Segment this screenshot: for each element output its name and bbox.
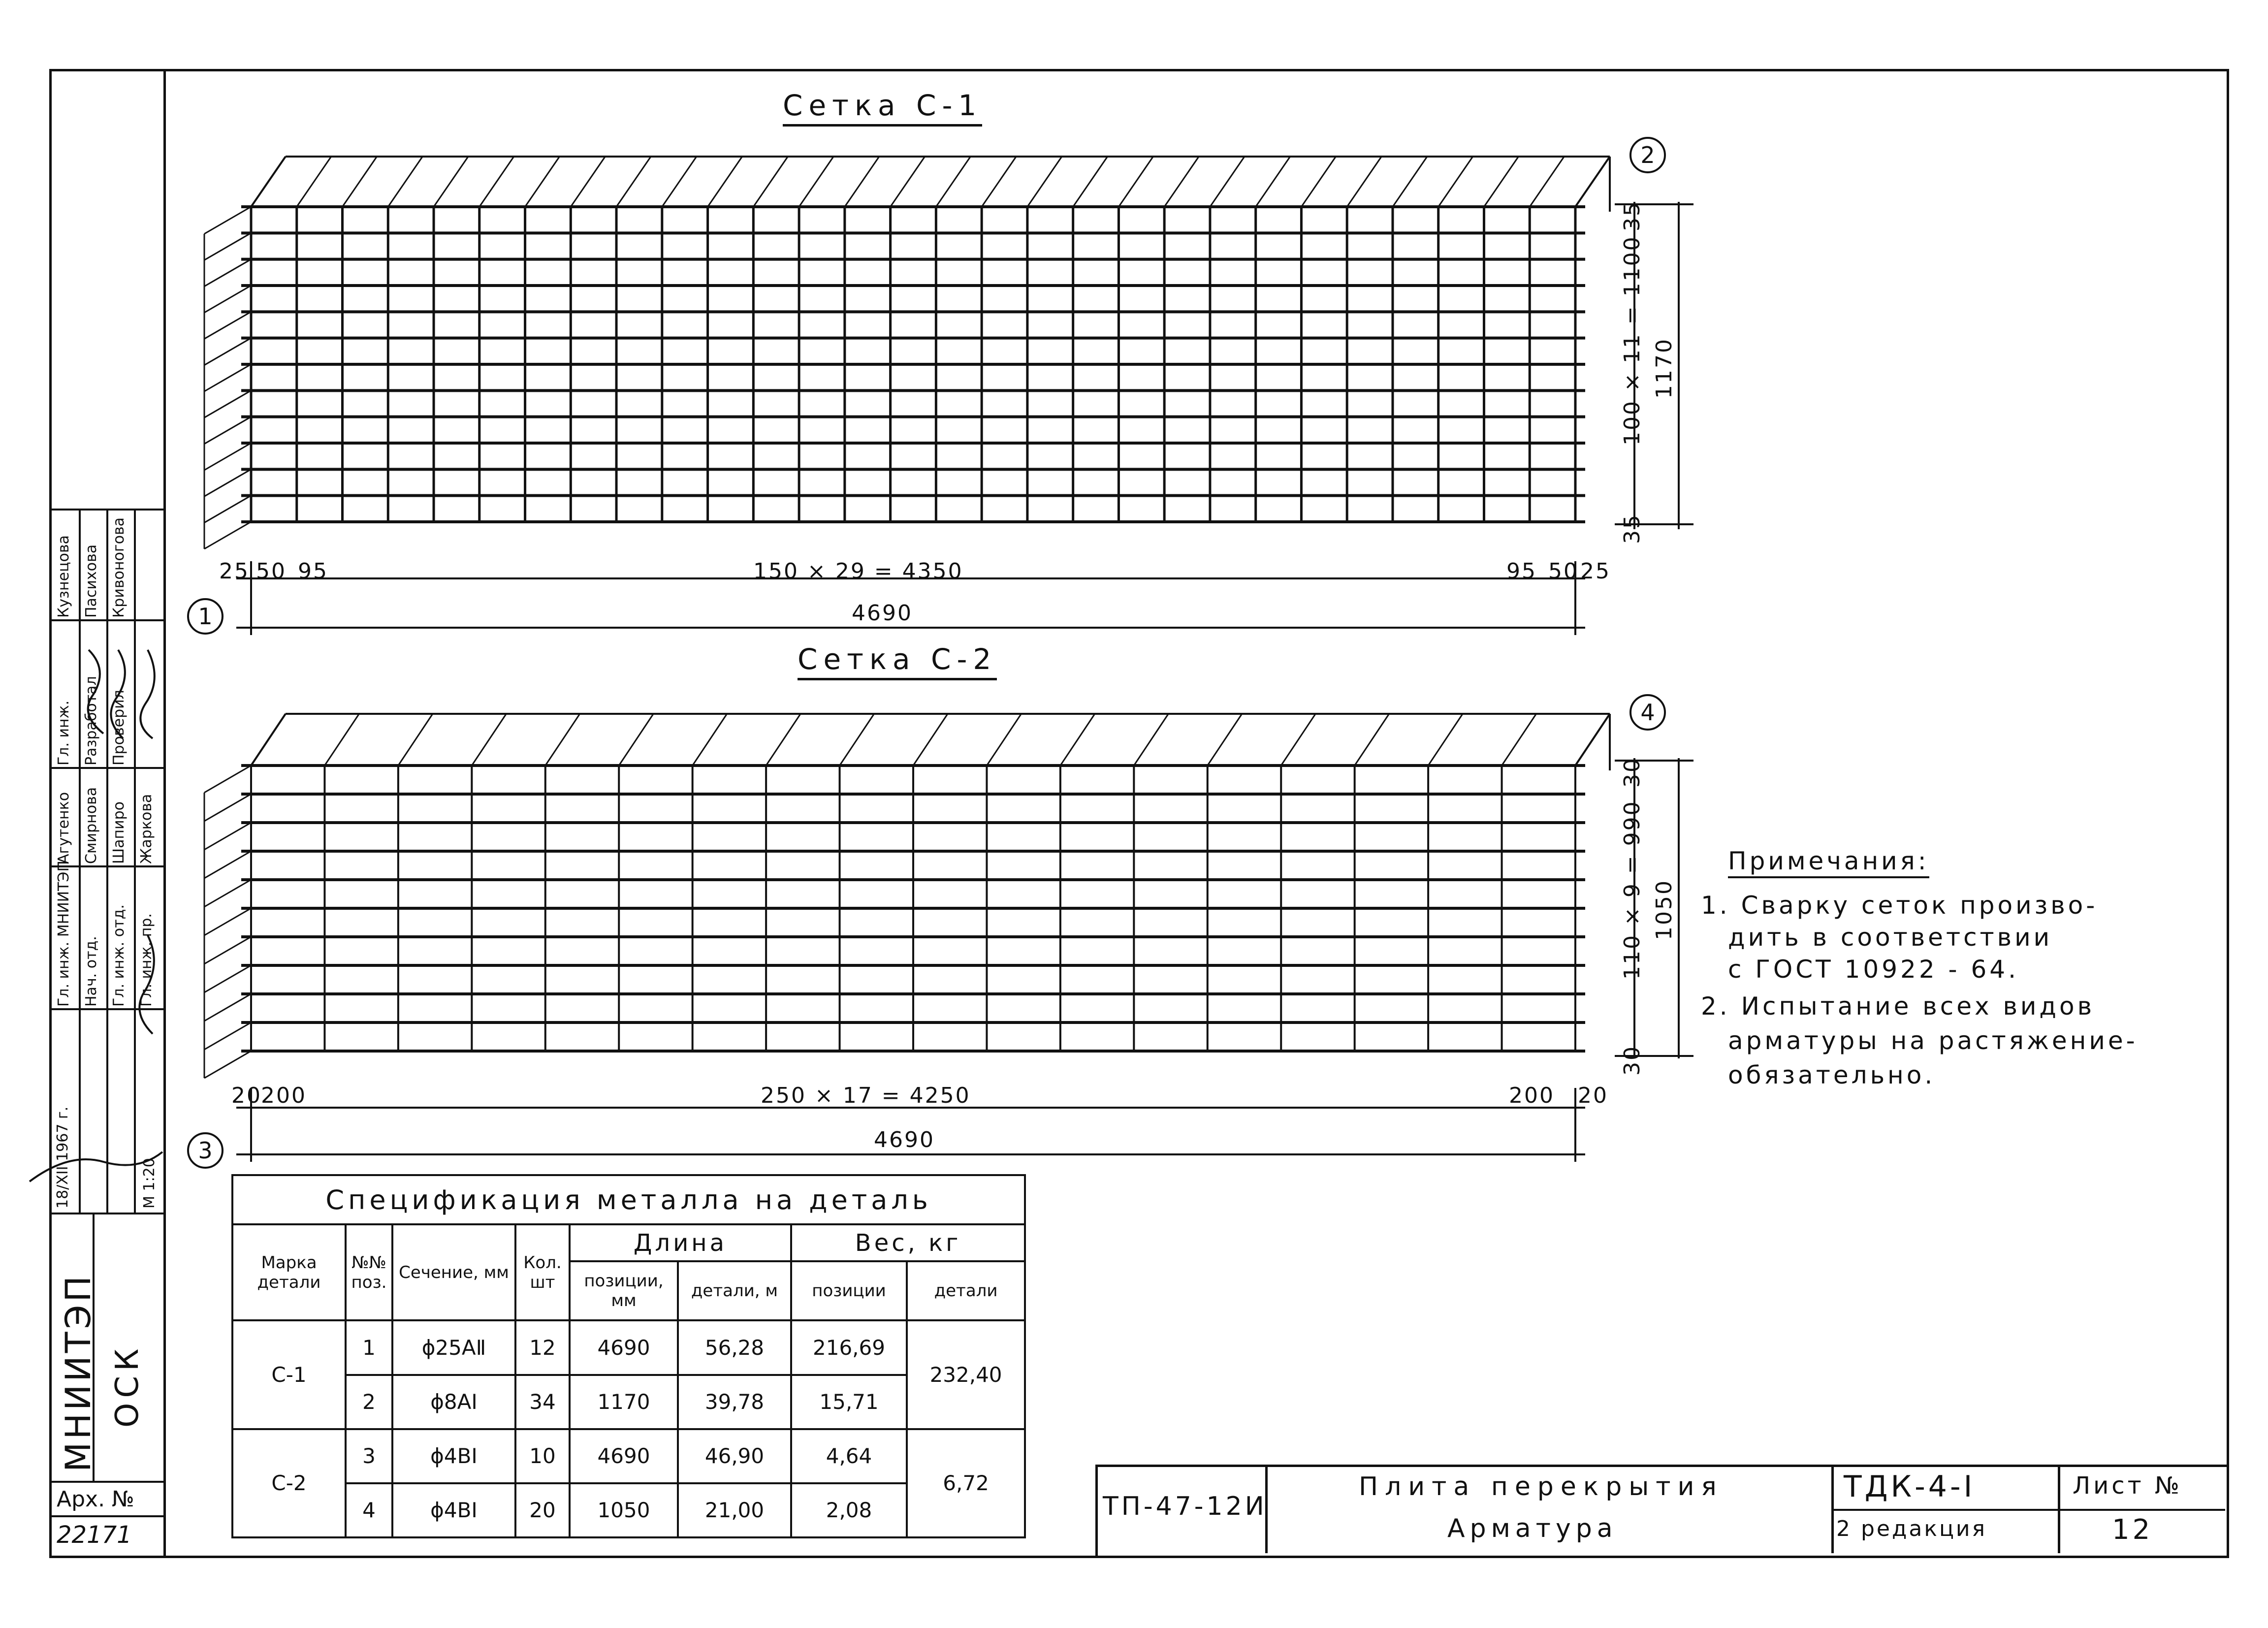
mesh-bar-perspective — [545, 714, 580, 766]
mesh-bar-perspective — [472, 714, 506, 766]
mesh-bar-perspective — [1428, 714, 1463, 766]
mesh-bar-perspective — [434, 157, 468, 207]
mesh-bar-perspective — [1027, 157, 1062, 207]
notes-line-2: дить в соответствии — [1728, 923, 2053, 952]
mesh-c1-dim-left-c: 95 — [298, 559, 328, 584]
mesh-bar-end — [204, 390, 251, 417]
mesh-bar-perspective — [913, 714, 948, 766]
spec-header-weight-pos: позиции — [791, 1261, 907, 1320]
mesh-c1-dim-v-total: 1170 — [1652, 338, 1677, 399]
spec-cell-mark: С-1 — [232, 1320, 346, 1429]
spec-cell-len-pos: 4690 — [570, 1429, 678, 1483]
mesh-bar-perspective — [840, 714, 874, 766]
mesh-bar-perspective — [324, 714, 359, 766]
spec-cell-len-pos: 1050 — [570, 1483, 678, 1537]
spec-cell-w-det: 6,72 — [907, 1429, 1025, 1537]
mesh-c2-title: Сетка С-2 — [798, 642, 997, 680]
mesh-bar-end — [204, 233, 251, 260]
spec-cell-w-pos: 4,64 — [791, 1429, 907, 1483]
side-stamp-dept: ОСК — [109, 1343, 146, 1428]
spec-header-pos: №№ поз. — [346, 1224, 392, 1320]
mesh-c2-dim-v-top: 30 — [1620, 757, 1645, 788]
spec-cell-qty: 34 — [515, 1375, 570, 1429]
spec-cell-len-det: 46,90 — [678, 1429, 791, 1483]
mesh-c2-dim-left-b: 200 — [261, 1083, 307, 1108]
mesh-bar-end — [204, 286, 251, 313]
mesh-c2-dim-total: 4690 — [874, 1127, 935, 1152]
mesh-bar-perspective — [753, 157, 788, 207]
notes-heading: Примечания: — [1728, 847, 1929, 878]
mesh-bar-perspective — [1502, 714, 1536, 766]
mesh-bar-end — [204, 207, 251, 234]
mesh-bar-end — [204, 364, 251, 391]
mesh-bar-perspective — [766, 714, 800, 766]
spec-header-length-pos: позиции, мм — [570, 1261, 678, 1320]
mesh-bar-end — [204, 1022, 251, 1050]
spec-cell-qty: 10 — [515, 1429, 570, 1483]
mesh-bar-perspective — [297, 157, 331, 207]
side-stamp-name-7: Кривоногова — [110, 517, 128, 618]
mesh-bar-perspective — [1281, 714, 1315, 766]
side-stamp-role-6: Разработал — [83, 676, 100, 766]
mesh-bar-end — [204, 766, 251, 793]
mesh-c1-dim-middle: 150 × 29 = 4350 — [753, 559, 963, 584]
spec-cell-pos: 3 — [346, 1429, 392, 1483]
mesh-c1-drawing — [0, 0, 2268, 665]
spec-cell-w-pos: 216,69 — [791, 1320, 907, 1374]
mesh-bar-end — [204, 1051, 251, 1078]
mesh-bar-end — [204, 937, 251, 964]
mesh-bar-perspective — [982, 157, 1016, 207]
mesh-bar-perspective — [891, 157, 925, 207]
mesh-bar-perspective — [525, 157, 560, 207]
mesh-bar-perspective — [1060, 714, 1095, 766]
spec-cell-w-det: 232,40 — [907, 1320, 1025, 1429]
side-stamp-date: 18/XII 1967 г. — [54, 1106, 71, 1209]
spec-table — [231, 1174, 1026, 1538]
spec-header-length-det: детали, м — [678, 1261, 791, 1320]
mesh-bar-perspective — [479, 157, 514, 207]
mesh-c2-dim-v-total: 1050 — [1652, 879, 1677, 940]
side-stamp-name-1: Агутенко — [55, 792, 72, 864]
spec-header-weight-det: детали — [907, 1261, 1025, 1320]
mesh-c1-title: Сетка С-1 — [783, 89, 982, 127]
table-row — [232, 1375, 1025, 1429]
mesh-bar-perspective — [1393, 157, 1427, 207]
mesh-bar-perspective — [251, 714, 286, 766]
mesh-bar-perspective — [1301, 157, 1336, 207]
mesh-bar-perspective — [571, 157, 605, 207]
spec-cell-pos: 2 — [346, 1375, 392, 1429]
mesh-bar-end — [204, 851, 251, 878]
mesh-bar-perspective — [1208, 714, 1242, 766]
mesh-bar-perspective — [662, 157, 697, 207]
mesh-bar-perspective — [1134, 714, 1168, 766]
mesh-bar-end — [204, 522, 251, 549]
mesh-bar-perspective — [616, 157, 651, 207]
side-stamp-name-5: Кузнецова — [55, 535, 72, 618]
spec-cell-pos: 1 — [346, 1320, 392, 1374]
notes-line-6: обязательно. — [1728, 1061, 1936, 1089]
mesh-c1-marker-1: 1 — [187, 598, 224, 635]
notes-line-1: 1. Сварку сеток произво- — [1701, 891, 2098, 920]
title-block-sheet-no: 12 — [2112, 1514, 2153, 1546]
mesh-bar-end — [204, 496, 251, 523]
mesh-bar-perspective — [388, 157, 422, 207]
mesh-bar-end — [204, 312, 251, 339]
mesh-bar-perspective — [1575, 714, 1610, 766]
title-block-sheet-label: Лист № — [2073, 1472, 2182, 1500]
mesh-bar-end — [204, 880, 251, 907]
spec-header-section: Сечение, мм — [392, 1224, 515, 1320]
mesh-c1-dim-v-bot: 35 — [1620, 513, 1645, 544]
mesh-bar-perspective — [1347, 157, 1381, 207]
mesh-c2-dim-middle: 250 × 17 = 4250 — [761, 1083, 971, 1108]
notes-line-5: арматуры на растяжение- — [1728, 1026, 2138, 1055]
mesh-c1-dim-left-b: 50 — [256, 559, 287, 584]
table-row — [232, 1320, 1025, 1374]
side-stamp-arch-no: 22171 — [57, 1521, 132, 1549]
title-block-edition: 2 редакция — [1836, 1516, 1987, 1541]
spec-header-length: Длина — [570, 1224, 791, 1261]
mesh-bar-perspective — [845, 157, 879, 207]
mesh-bar-perspective — [1118, 157, 1153, 207]
mesh-c2-marker-3: 3 — [187, 1132, 224, 1169]
table-row — [232, 1483, 1025, 1537]
spec-cell-len-pos: 1170 — [570, 1375, 678, 1429]
mesh-c1-marker-2: 2 — [1629, 137, 1666, 173]
spec-cell-section: ϕ25АⅡ — [392, 1320, 515, 1374]
mesh-c1-dim-total: 4690 — [852, 601, 913, 626]
mesh-c1-dim-v-top: 35 — [1620, 201, 1645, 231]
mesh-c1-dim-right-b: 50 — [1548, 559, 1579, 584]
mesh-bar-perspective — [343, 157, 377, 207]
mesh-bar-perspective — [693, 714, 727, 766]
mesh-c2-dim-left-a: 20 — [231, 1083, 262, 1108]
mesh-c2-dim-right-a: 20 — [1578, 1083, 1608, 1108]
spec-title: Спецификация металла на деталь — [232, 1175, 1025, 1224]
spec-cell-w-pos: 2,08 — [791, 1483, 907, 1537]
side-stamp-name-3: Шапиро — [110, 801, 128, 864]
title-block-name-line1: Плита перекрытия — [1359, 1472, 1724, 1501]
mesh-bar-end — [204, 965, 251, 992]
side-stamp-arch-label: Арх. № — [57, 1487, 134, 1512]
title-block-divider-h1 — [1831, 1509, 2225, 1511]
mesh-bar-perspective — [799, 157, 833, 207]
side-stamp-role-4: Гл. инж. пр. — [138, 913, 155, 1007]
mesh-bar-perspective — [1484, 157, 1518, 207]
side-stamp-scale: М 1:20 — [141, 1158, 158, 1209]
mesh-bar-perspective — [936, 157, 970, 207]
mesh-bar-end — [204, 469, 251, 496]
mesh-bar-end — [204, 994, 251, 1021]
spec-header-qty: Кол. шт — [515, 1224, 570, 1320]
spec-cell-len-det: 56,28 — [678, 1320, 791, 1374]
spec-header-mark: Марка детали — [232, 1224, 346, 1320]
side-stamp-role-5: Гл. инж. — [55, 700, 72, 766]
spec-cell-qty: 20 — [515, 1483, 570, 1537]
mesh-c1-dim-right-a: 25 — [1580, 559, 1611, 584]
mesh-bar-perspective — [1575, 157, 1610, 207]
spec-cell-section: ϕ4ВⅠ — [392, 1483, 515, 1537]
spec-cell-len-pos: 4690 — [570, 1320, 678, 1374]
mesh-bar-perspective — [1438, 157, 1473, 207]
side-stamp-name-6: Пасихова — [83, 544, 100, 618]
mesh-c1-dim-v-mid: 100 × 11 = 1100 — [1620, 235, 1645, 446]
mesh-bar-end — [204, 823, 251, 850]
notes-line-4: 2. Испытание всех видов — [1701, 992, 2095, 1021]
spec-header-weight: Вес, кг — [791, 1224, 1025, 1261]
mesh-bar-perspective — [987, 714, 1021, 766]
spec-cell-qty: 12 — [515, 1320, 570, 1374]
mesh-c2-dim-v-bot: 30 — [1620, 1045, 1645, 1076]
title-block-name-line2: Арматура — [1447, 1514, 1618, 1543]
mesh-bar-end — [204, 259, 251, 287]
mesh-bar-perspective — [1256, 157, 1290, 207]
spec-cell-section: ϕ8АⅠ — [392, 1375, 515, 1429]
mesh-bar-end — [204, 908, 251, 935]
title-block-code: ТДК-4-I — [1844, 1469, 1976, 1504]
mesh-c1-dim-left-a: 25 — [219, 559, 250, 584]
mesh-c2-dim-v-mid: 110 × 9 = 990 — [1620, 800, 1645, 980]
mesh-bar-end — [204, 794, 251, 821]
mesh-c2-marker-4: 4 — [1629, 694, 1666, 731]
title-block-project: ТП-47-12И — [1103, 1492, 1267, 1521]
mesh-bar-perspective — [1073, 157, 1108, 207]
mesh-bar-perspective — [251, 157, 286, 207]
spec-cell-pos: 4 — [346, 1483, 392, 1537]
mesh-bar-perspective — [1164, 157, 1199, 207]
spec-cell-section: ϕ4ВⅠ — [392, 1429, 515, 1483]
mesh-c1-dim-right-c: 95 — [1506, 559, 1537, 584]
mesh-bar-perspective — [708, 157, 742, 207]
side-stamp-name-2: Смирнова — [83, 787, 100, 864]
side-stamp-role-1: Гл. инж. МНИИТЭП — [55, 861, 72, 1007]
spec-cell-mark: С-2 — [232, 1429, 346, 1537]
mesh-bar-end — [204, 443, 251, 470]
spec-cell-len-det: 39,78 — [678, 1375, 791, 1429]
mesh-bar-perspective — [1530, 157, 1564, 207]
spec-cell-len-det: 21,00 — [678, 1483, 791, 1537]
mesh-bar-perspective — [1355, 714, 1389, 766]
mesh-bar-end — [204, 338, 251, 365]
mesh-c2-dim-right-b: 200 — [1509, 1083, 1555, 1108]
notes-line-3: с ГОСТ 10922 - 64. — [1728, 955, 2019, 984]
side-stamp-name-4: Жаркова — [138, 794, 155, 864]
mesh-bar-perspective — [619, 714, 653, 766]
mesh-bar-perspective — [398, 714, 433, 766]
side-stamp-role-2: Нач. отд. — [83, 936, 100, 1007]
side-stamp-role-7: Проверил — [110, 690, 128, 766]
side-stamp-org: МНИИТЭП — [58, 1273, 98, 1472]
mesh-bar-perspective — [1210, 157, 1245, 207]
table-row — [232, 1429, 1025, 1483]
mesh-bar-end — [204, 417, 251, 444]
side-stamp-role-3: Гл. инж. отд. — [110, 904, 128, 1007]
spec-cell-w-pos: 15,71 — [791, 1375, 907, 1429]
